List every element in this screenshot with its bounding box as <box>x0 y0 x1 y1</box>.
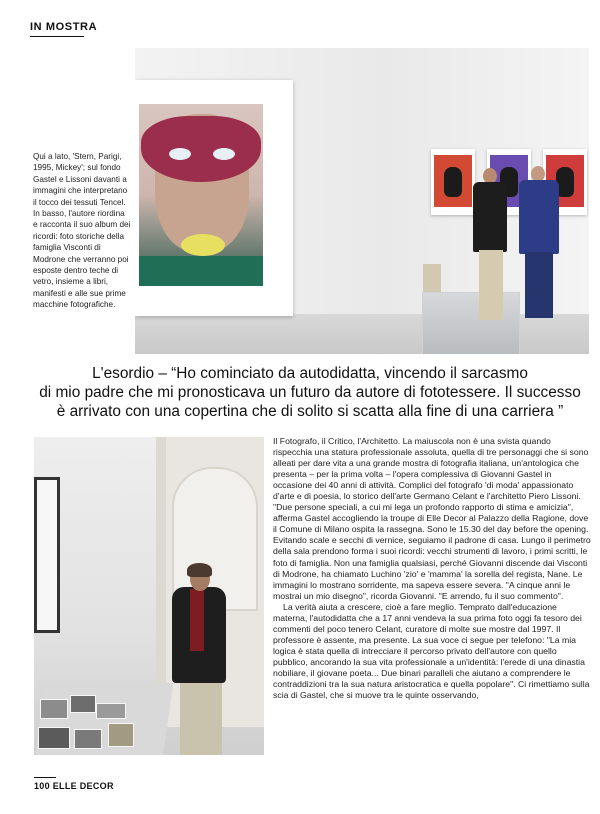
hand-print-art <box>434 155 472 207</box>
person-trousers <box>525 252 553 318</box>
red-mask <box>141 116 261 182</box>
photo-print <box>74 729 102 749</box>
green-collar <box>139 256 263 286</box>
display-plinth <box>422 292 520 354</box>
folio <box>34 781 114 791</box>
man-trousers <box>180 677 222 755</box>
article-paragraph: Il Fotografo, il Critico, l'Architetto. La maiuscola non è una svista quando rispecchia una statura professionale assoluta, quella di tre personaggi che si sono alleati per dare vita a una grande mostra di fotografia italiana, un'antologica che presenta – per la prima volta – l'opera complessiva di Giovanni Gastel in occasione dei 40 anni di attività. Complici del fotografo 'di moda' appassionato d'arte e di poesia, lo storico dell'arte Germano Celant e l'architetto Piero Lissoni. "Due persone speciali, a cui mi lega un profondo rapporto di stima e amicizia", afferma Gastel accogliendo la troupe di Elle Decor al Palazzo della Ragione, dove il Comune di Milano ospita la rassegna. Sono le 15.30 del day before the opening. Evitando scale e secchi di vernice, seguiamo il padrone di casa. Lungo il perimetro della sala prendono forma i suoi ricordi: vecchi strumenti di lavoro, i primi scritti, le foto di famiglia. Non una famiglia qualsiasi, perché Giovanni discende dai Visconti di Modrone, ha chiamato Luchino 'zio' e 'mamma' la sorella del regista, Nane. Le immagini lo mostrano sorridente, ma sapeva essere severa. "A cinque anni le mostrai un mio disegno", ricorda Giovanni. "E arrendo, fu il suo commento". <box>273 436 591 601</box>
gallery-floor <box>135 314 589 354</box>
man-shirt <box>190 589 204 651</box>
photo-print <box>96 703 126 719</box>
section-label: IN MOSTRA <box>30 21 98 33</box>
framed-hand-print-1 <box>431 149 475 215</box>
man-hair <box>187 563 212 577</box>
article-body <box>273 436 591 701</box>
person-suit <box>519 180 559 254</box>
photo-print <box>108 723 134 747</box>
article-paragraph: La verità aiuta a crescere, cioè a fare meglio. Temprato dall'educazione materna, l'autodidatta che a 17 anni vendeva la sua prima foto oggi fa tesoro dei commenti del poco tenero Celant, curatore di molte sue mostre dal 1997. Il professore è assente, ma presente. La sua voce ci segue per telefono: "La mia logica è stata quella di intrecciare il percorso privato dell'autore con quello pubblico, ancorando la sua vita professionale a un'identità: l'erede di una dinastia nobiliare, il giovane poeta... Due binari paralleli che aiutano a comprendere le contraddizioni tra la sua natura aristocratica e quella popolare". Ci rimettiamo sulla scia di Gastel, che si muove tra le quinte osservando, <box>273 601 590 701</box>
magazine-name: ELLE DECOR <box>52 781 114 791</box>
photo-print <box>40 699 68 719</box>
right-eye <box>213 148 235 160</box>
hand-silhouette <box>444 167 462 197</box>
wall-frame <box>34 477 60 633</box>
pull-quote-line: L'esordio – “Ho cominciato da autodidatta, vincendo il sarcasmo <box>92 365 528 382</box>
page-number: 100 <box>34 781 50 791</box>
exhibition-photo-top <box>135 48 589 354</box>
photo-print <box>38 727 70 749</box>
exhibition-photo-bottom <box>34 437 264 755</box>
framed-portrait <box>135 80 293 316</box>
portrait-image <box>139 104 263 286</box>
left-eye <box>169 148 191 160</box>
folio-rule <box>34 777 56 778</box>
yellow-lips <box>181 234 225 256</box>
pull-quote <box>30 364 590 421</box>
pull-quote-line: è arrivato con una copertina che di solito si scatta alla fine di una carriera ” <box>56 403 564 420</box>
section-rule <box>30 36 84 37</box>
pull-quote-line: di mio padre che mi pronosticava un futuro da autore di fototessere. Il successo <box>39 384 581 401</box>
photo-caption: Qui a lato, 'Stern, Parigi, 1995, Mickey'; sul fondo Gastel e Lissoni davanti a immagini che interpretano il tocco dei tessuti Tencel. In basso, l'autore riordina e racconta il suo album dei ricordi: foto storiche della famiglia Visconti di Modrone che verranno poi esposte dentro teche di vetro, insieme a libri, manifesti e alle sue prime macchine fotografiche. <box>33 152 131 310</box>
photo-print <box>70 695 96 713</box>
person-trousers <box>479 250 503 320</box>
person-jacket <box>473 182 507 252</box>
